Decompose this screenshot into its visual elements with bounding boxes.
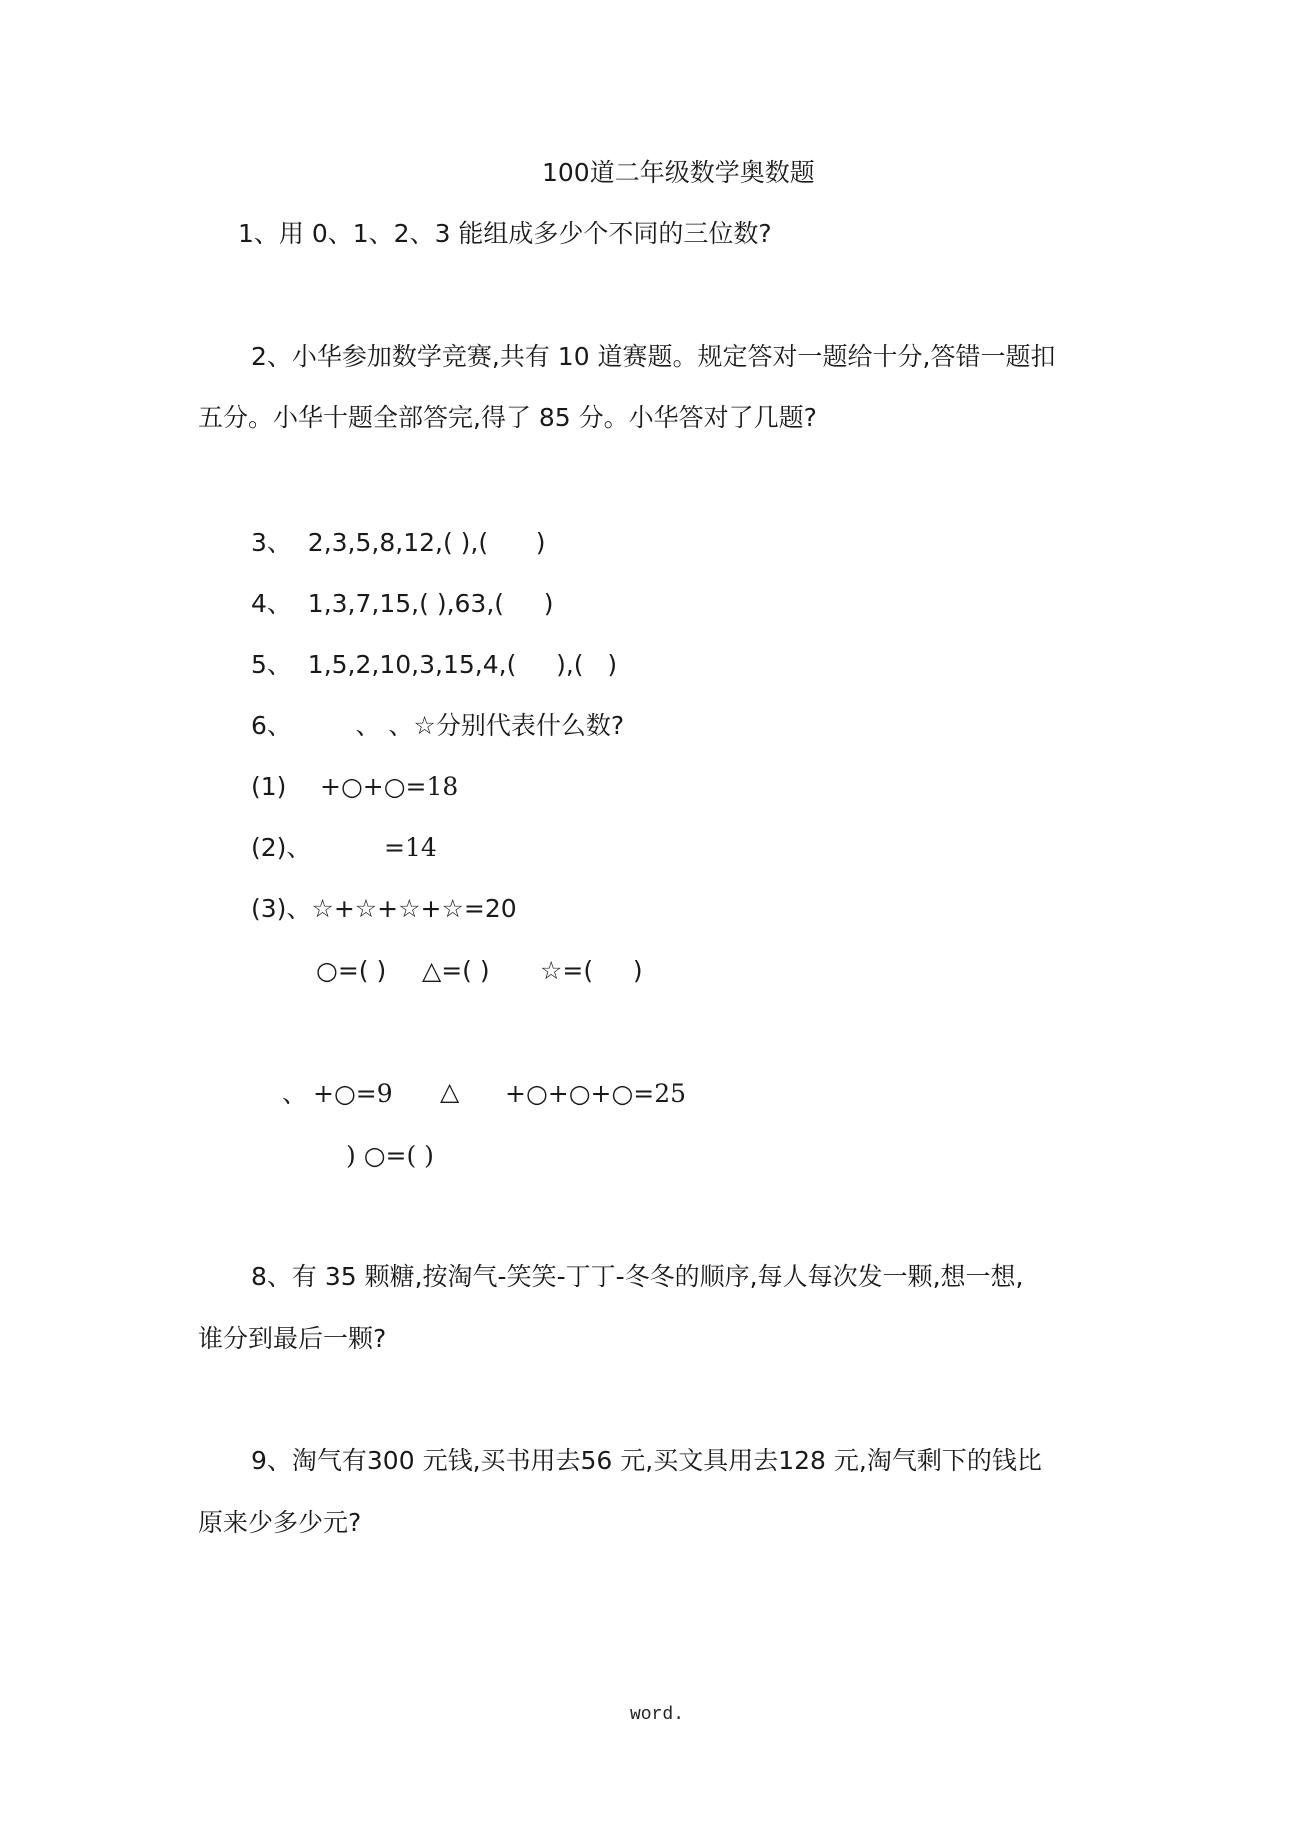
question-6-3: (3)、☆+☆+☆+☆=20 bbox=[251, 894, 517, 923]
question-6-1-label: (1) bbox=[251, 772, 287, 801]
question-9-line-1: 9、淘气有300 元钱,买书用去56 元,买文具用去128 元,淘气剩下的钱比 bbox=[251, 1446, 1042, 1475]
question-9-line-2: 原来少多少元? bbox=[198, 1508, 362, 1537]
question-4: 4、 1,3,7,15,( ),63,( ) bbox=[251, 589, 554, 618]
question-7-expression-1: +○=9 bbox=[313, 1079, 393, 1108]
question-7-separator: 、 bbox=[282, 1079, 308, 1108]
page-title: 100道二年级数学奥数题 bbox=[542, 158, 815, 187]
question-6-answer-circle: ○=( ) bbox=[316, 956, 387, 985]
question-7-expression-2: +○+○+○=25 bbox=[505, 1079, 687, 1108]
question-3: 3、 2,3,5,8,12,( ),( ) bbox=[251, 528, 546, 557]
question-5: 5、 1,5,2,10,3,15,4,( ),( ) bbox=[251, 650, 618, 679]
question-1: 1、用 0、1、2、3 能组成多少个不同的三位数? bbox=[238, 219, 772, 248]
question-2-line-1: 2、小华参加数学竞赛,共有 10 道赛题。规定答对一题给十分,答错一题扣 bbox=[251, 342, 1056, 371]
question-6-2-expression: =14 bbox=[384, 833, 437, 862]
question-6-2-label: (2)、 bbox=[251, 833, 312, 862]
question-6-answer-triangle: △=( ) bbox=[422, 956, 490, 985]
question-7-answer: ) ○=( ) bbox=[346, 1141, 434, 1170]
question-6-1-expression: +○+○=18 bbox=[320, 772, 459, 801]
question-8-line-2: 谁分到最后一颗? bbox=[198, 1324, 387, 1353]
question-2-line-2: 五分。小华十题全部答完,得了 85 分。小华答对了几题? bbox=[198, 403, 817, 432]
question-6-answer-star: ☆=( ) bbox=[540, 956, 643, 985]
question-6: 6、 、 、☆分别代表什么数? bbox=[251, 711, 625, 740]
question-8-line-1: 8、有 35 颗糖,按淘气-笑笑-丁丁-冬冬的顺序,每人每次发一颗,想一想, bbox=[251, 1262, 1024, 1291]
page-footer: word. bbox=[630, 1705, 685, 1725]
triangle-icon: △ bbox=[440, 1077, 460, 1106]
